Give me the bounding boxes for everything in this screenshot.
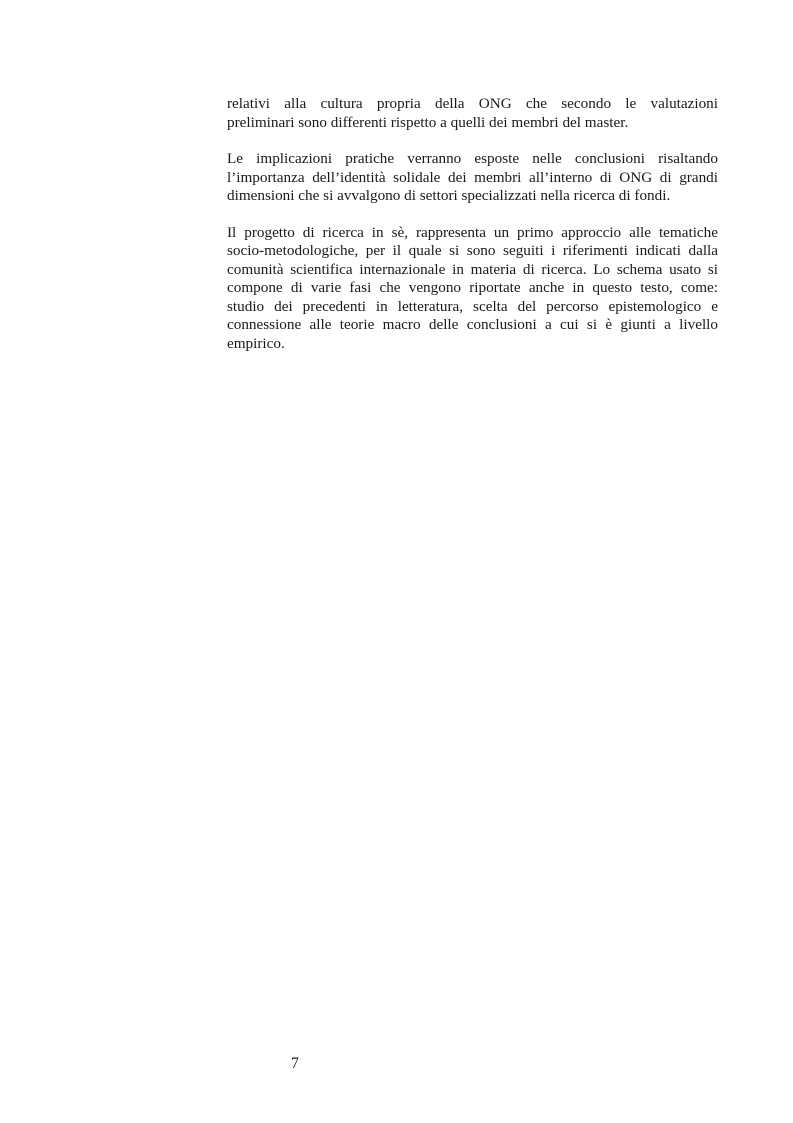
- paragraph-2: [227, 150, 718, 206]
- text-line: dimensioni che si avvalgono di settori specializzati nella ricerca di fondi.: [227, 187, 671, 204]
- page-body: [227, 95, 718, 371]
- page-number: 7: [291, 1055, 299, 1072]
- text-line: comunità scientifica internazionale in materia di ricerca. Lo schema usato si: [227, 260, 718, 278]
- paragraph-1: [227, 95, 718, 132]
- text-line: connessione alle teorie macro delle conclusioni a cui si è giunti a livello: [227, 316, 718, 333]
- text-line: compone di varie fasi che vengono riportate anche in questo testo, come:: [227, 279, 718, 296]
- text-line: l’importanza dell’identità solidale dei membri all’interno di ONG di grandi: [227, 168, 718, 186]
- text-line: Il progetto di ricerca in sè, rappresenta un primo approccio alle tematiche: [227, 223, 718, 241]
- text-line: relativi alla cultura propria della ONG che secondo le valutazioni: [227, 95, 718, 112]
- paragraph-3: [227, 224, 718, 354]
- text-line: Le implicazioni pratiche verranno esposte nelle conclusioni risaltando: [227, 150, 718, 167]
- text-line: preliminari sono differenti rispetto a quelli dei membri del master.: [227, 113, 629, 131]
- text-line: empirico.: [227, 334, 285, 352]
- text-line: studio dei precedenti in letteratura, scelta del percorso epistemologico e: [227, 297, 718, 315]
- text-line: socio-metodologiche, per il quale si sono seguiti i riferimenti indicati dalla: [227, 242, 718, 259]
